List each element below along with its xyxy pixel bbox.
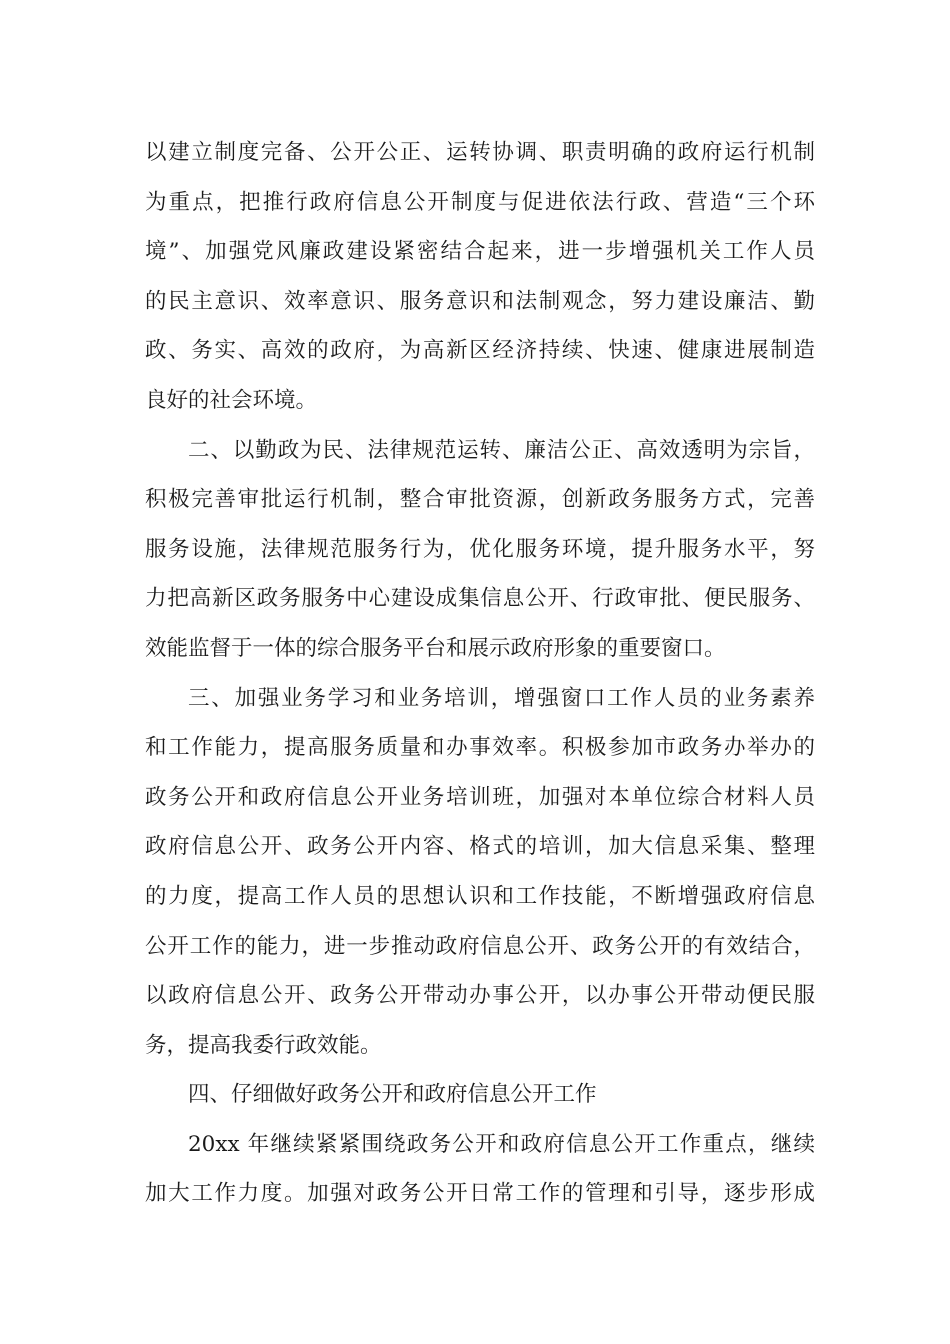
text-line: 为重点，把推行政府信息公开制度与促进依法行政、营造“三个环 <box>145 189 815 215</box>
text-line: 公开工作的能力，进一步推动政府信息公开、政务公开的有效结合， <box>145 933 815 959</box>
text-line: 和工作能力，提高服务质量和办事效率。积极参加市政务办举办的 <box>145 735 815 761</box>
paragraph-heading-line: 二、以勤政为民、法律规范运转、廉洁公正、高效透明为宗旨， <box>188 437 815 463</box>
paragraph-first-line: 20xx 年继续紧紧围绕政务公开和政府信息公开工作重点，继续 <box>188 1131 815 1157</box>
text-line: 务，提高我委行政效能。 <box>145 1032 382 1058</box>
text-line: 的力度，提高工作人员的思想认识和工作技能，不断增强政府信息 <box>145 883 815 909</box>
text-line: 以政府信息公开、政务公开带动办事公开，以办事公开带动便民服 <box>145 983 815 1009</box>
text-line: 政、务实、高效的政府，为高新区经济持续、快速、健康进展制造 <box>145 338 815 364</box>
text-line: 效能监督于一体的综合服务平台和展示政府形象的重要窗口。 <box>145 635 726 661</box>
text-line: 积极完善审批运行机制，整合审批资源，创新政务服务方式，完善 <box>145 487 815 513</box>
text-line: 服务设施，法律规范服务行为，优化服务环境，提升服务水平，努 <box>145 536 815 562</box>
text-line: 力把高新区政务服务中心建设成集信息公开、行政审批、便民服务、 <box>145 586 815 612</box>
text-line: 以建立制度完备、公开公正、运转协调、职责明确的政府运行机制 <box>145 140 815 165</box>
text-line: 良好的社会环境。 <box>145 387 318 413</box>
document-body <box>145 128 815 1219</box>
section-heading-line: 四、仔细做好政务公开和政府信息公开工作 <box>188 1082 597 1108</box>
text-line: 的民主意识、效率意识、服务意识和法制观念，努力建设廉洁、勤 <box>145 288 815 314</box>
text-line: 境”、加强党风廉政建设紧密结合起来，进一步增强机关工作人员 <box>145 239 815 265</box>
text-line: 政府信息公开、政务公开内容、格式的培训，加大信息采集、整理 <box>145 834 815 860</box>
paragraph-heading-line: 三、加强业务学习和业务培训，增强窗口工作人员的业务素养 <box>188 685 815 711</box>
text-line: 政务公开和政府信息公开业务培训班，加强对本单位综合材料人员 <box>145 784 815 810</box>
text-line: 加大工作力度。加强对政务公开日常工作的管理和引导，逐步形成 <box>145 1181 815 1207</box>
